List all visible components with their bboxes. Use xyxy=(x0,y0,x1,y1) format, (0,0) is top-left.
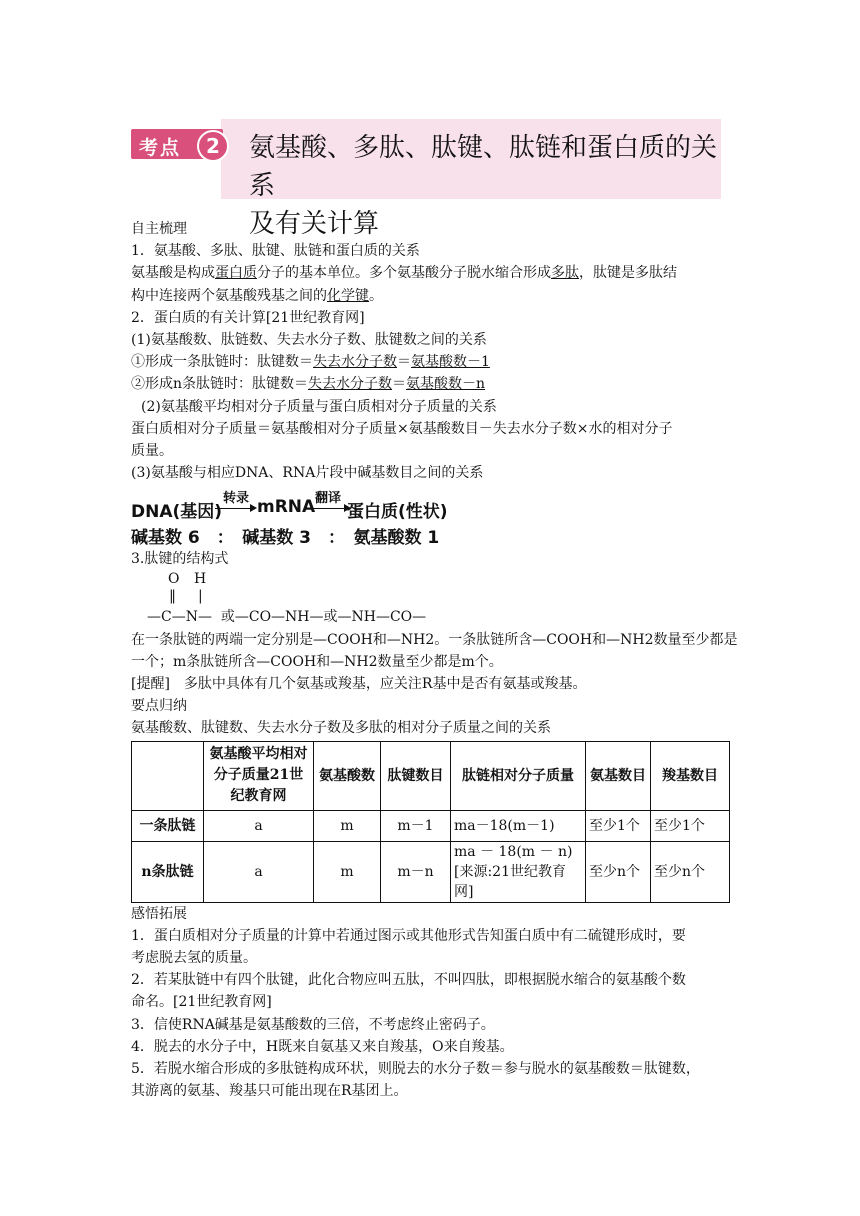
table-row xyxy=(132,810,730,841)
blank-answer: 蛋白质 xyxy=(215,265,257,282)
protein-label: 蛋白质(性状) xyxy=(347,502,448,523)
table-cell: ma－18(m－1) xyxy=(451,810,586,841)
table-header-cell: 羧基数目 xyxy=(651,741,730,810)
table-header-cell: 氨基酸数 xyxy=(314,741,381,810)
badge-label: 考点 xyxy=(139,137,182,159)
sub3-title: (3)氨基酸与相应DNA、RNA片段中碱基数目之间的关系 xyxy=(131,465,484,482)
relationship-table xyxy=(131,741,730,903)
table-caption: 氨基酸数、肽键数、失去水分子数及多肽的相对分子质量之间的关系 xyxy=(131,720,551,737)
badge-number: 2 xyxy=(197,130,229,162)
tip-note: [提醒] 多肽中具体有几个氨基或羧基，应关注R基中是否有氨基或羧基。 xyxy=(131,676,587,693)
table-header-cell: 氨基数目 xyxy=(586,741,651,810)
section-heading-extension: 感悟拓展 xyxy=(131,905,187,922)
extension-2-line1: 2．若某肽链中有四个肽键，此化合物应叫五肽，不叫四肽，即根据脱水缩合的氨基酸个数 xyxy=(131,972,686,989)
chain-ends-line2: 一个；m条肽链所含—COOH和—NH2数量至少都是m个。 xyxy=(131,653,503,670)
table-cell: 一条肽链 xyxy=(132,810,204,841)
mass-formula-line1: 蛋白质相对分子质量＝氨基酸相对分子质量×氨基酸数目－失去水分子数×水的相对分子 xyxy=(131,420,673,437)
transcription-label: 转录 xyxy=(223,491,250,507)
item2-title: 2．蛋白质的有关计算[21世纪教育网] xyxy=(131,309,365,326)
item3-title: 3.肽键的结构式 xyxy=(131,551,229,568)
table-cell: 至少n个 xyxy=(651,841,730,902)
table-cell: m xyxy=(314,810,381,841)
extension-1-line2: 考虑脱去氢的质量。 xyxy=(131,950,257,967)
table-header-cell xyxy=(132,741,204,810)
table-cell: ma － 18(m － n)[来源:21世纪教育网] xyxy=(451,841,586,902)
bond-formula: —C—N— 或—CO—NH—或—NH—CO— xyxy=(147,608,427,625)
peptide-bond-structure xyxy=(131,571,731,629)
hydrogen-atom: H xyxy=(194,570,207,587)
table-cell: 至少n个 xyxy=(586,841,651,902)
table-cell: n条肽链 xyxy=(132,841,204,902)
table-header-cell: 肽链相对分子质量 xyxy=(451,741,586,810)
blank-answer: 多肽 xyxy=(551,265,579,282)
title-line-2: 及有关计算 xyxy=(249,209,380,239)
item1-title: 1．氨基酸、多肽、肽键、肽链和蛋白质的关系 xyxy=(131,243,420,260)
table-cell: m－n xyxy=(381,841,451,902)
table-cell: a xyxy=(204,810,314,841)
blank-answer: 化学键 xyxy=(327,287,369,304)
transcription-arrow xyxy=(215,508,255,509)
item1-paragraph-line2: 构中连接两个氨基酸残基之间的化学键。 xyxy=(131,287,383,304)
dna-label: DNA(基因) xyxy=(131,502,223,523)
extension-3: 3．信使RNA碱基是氨基酸数的三倍，不考虑终止密码子。 xyxy=(131,1016,495,1033)
document-body xyxy=(131,218,738,1102)
rule-single-chain: ①形成一条肽链时：肽键数＝失去水分子数＝氨基酸数－1 xyxy=(131,354,490,371)
sub1-title: (1)氨基酸数、肽链数、失去水分子数、肽键数之间的关系 xyxy=(131,332,487,349)
sub2-title: (2)氨基酸平均相对分子质量与蛋白质相对分子质量的关系 xyxy=(141,398,497,415)
translation-label: 翻译 xyxy=(315,491,342,507)
topic-badge xyxy=(131,129,223,159)
table-cell: 至少1个 xyxy=(651,810,730,841)
extension-5-line1: 5．若脱水缩合形成的多肽链构成环状，则脱去的水分子数＝参与脱水的氨基酸数＝肽键数， xyxy=(131,1061,700,1078)
double-bond: ‖ xyxy=(169,587,176,604)
section-heading-self-study: 自主梳理 xyxy=(131,221,187,237)
ratio-line: 碱基数 6 ： 碱基数 3 ： 氨基酸数 1 xyxy=(131,528,440,549)
table-header-cell: 氨基酸平均相对分子质量21世纪教育网 xyxy=(204,741,314,810)
mrna-label: mRNA xyxy=(257,497,316,518)
extension-4: 4．脱去的水分子中，H既来自氨基又来自羧基，O来自羧基。 xyxy=(131,1038,514,1055)
rule-n-chains: ②形成n条肽链时：肽键数＝失去水分子数＝氨基酸数－n xyxy=(131,376,486,393)
extension-2-line2: 命名。[21世纪教育网] xyxy=(131,994,272,1011)
table-cell: a xyxy=(204,841,314,902)
translation-arrow xyxy=(311,508,349,509)
table-header-row xyxy=(132,741,730,810)
extension-1-line1: 1．蛋白质相对分子质量的计算中若通过图示或其他形式告知蛋白质中有二硫键形成时，要 xyxy=(131,927,686,944)
chain-ends-line1: 在一条肽链的两端一定分别是—COOH和—NH2。一条肽链所含—COOH和—NH2数量至少都是 xyxy=(131,631,738,648)
item1-paragraph-line1: 氨基酸是构成蛋白质分子的基本单位。多个氨基酸分子脱水缩合形成多肽，肽键是多肽结 xyxy=(131,265,677,282)
table-cell: m xyxy=(314,841,381,902)
mass-formula-line2: 质量。 xyxy=(131,443,173,460)
section-heading-summary: 要点归纳 xyxy=(131,698,187,715)
central-dogma-flow xyxy=(131,487,731,549)
oxygen-atom: O xyxy=(168,570,180,587)
table-cell: 至少1个 xyxy=(586,810,651,841)
extension-5-line2: 其游离的氨基、羧基只可能出现在R基团上。 xyxy=(131,1083,408,1100)
single-bond: | xyxy=(198,587,203,604)
title-line-1: 氨基酸、多肽、肽键、肽链和蛋白质的关系 xyxy=(249,133,718,201)
table-cell: m－1 xyxy=(381,810,451,841)
table-row xyxy=(132,841,730,902)
table-header-cell: 肽键数目 xyxy=(381,741,451,810)
